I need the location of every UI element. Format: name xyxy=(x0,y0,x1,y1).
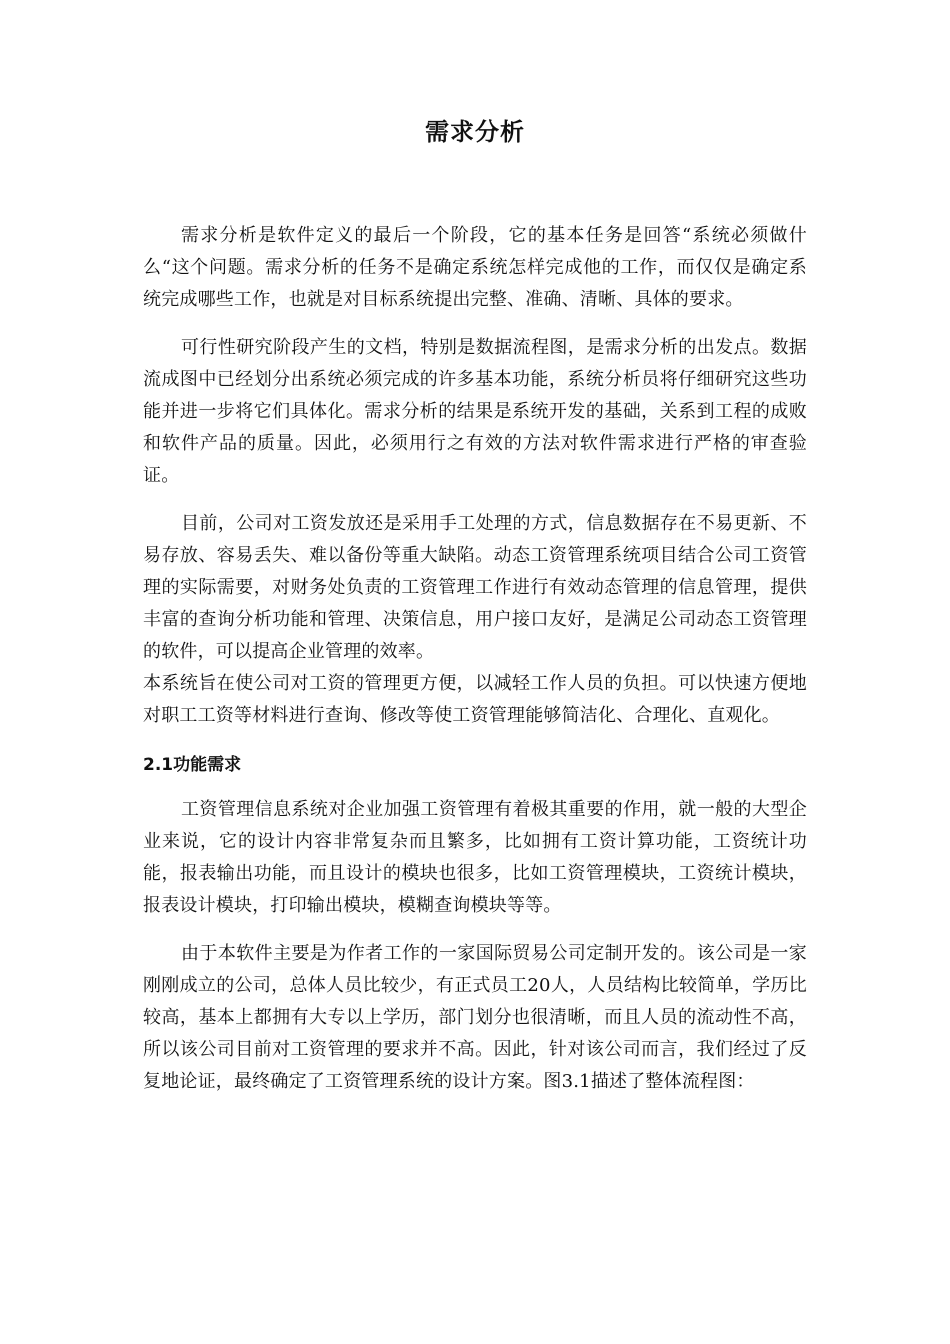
paragraph-feasibility: 可行性研究阶段产生的文档，特别是数据流程图，是需求分析的出发点。数据流成图中已经划分出系统必须完成的许多基本功能，系统分析员将仔细研究这些功能并进一步将它们具体化。需求分析的结果是系统开发的基础，关系到工程的成败和软件产品的质量。因此，必须用行之有效的方法对软件需求进行严格的审查验证。 xyxy=(143,337,807,486)
page-title: 需求分析 xyxy=(425,118,525,146)
paragraph-current-status: 目前，公司对工资发放还是采用手工处理的方式，信息数据存在不易更新、不易存放、容易丢失、难以备份等重大缺陷。动态工资管理系统项目结合公司工资管理的实际需要，对财务处负责的工资管理工作进行有效动态管理的信息管理，提供丰富的查询分析功能和管理、决策信息，用户接口友好，是满足公司动态工资管理的软件，可以提高企业管理的效率。 xyxy=(143,513,807,662)
section-heading-functional-requirements: 2.1功能需求 xyxy=(143,755,242,775)
paragraph-functional-overview: 工资管理信息系统对企业加强工资管理有着极其重要的作用，就一般的大型企业来说，它的设计内容非常复杂而且繁多，比如拥有工资计算功能，工资统计功能，报表输出功能，而且设计的模块也很多，比如工资管理模块，工资统计模块，报表设计模块，打印输出模块，模糊查询模块等等。 xyxy=(143,799,807,916)
paragraph-intro: 需求分析是软件定义的最后一个阶段，它的基本任务是回答“系统必须做什么“这个问题。需求分析的任务不是确定系统怎样完成他的工作，而仅仅是确定系统完成哪些工作，也就是对目标系统提出完整、准确、清晰、具体的要求。 xyxy=(143,225,807,310)
document-body xyxy=(143,220,807,1098)
paragraph-company-background: 由于本软件主要是为作者工作的一家国际贸易公司定制开发的。该公司是一家刚刚成立的公司，总体人员比较少，有正式员工20人，人员结构比较简单，学历比较高，基本上都拥有大专以上学历，部门划分也很清晰，而且人员的流动性不高，所以该公司目前对工资管理的要求并不高。因此，针对该公司而言，我们经过了反复地论证，最终确定了工资管理系统的设计方案。图3.1描述了整体流程图： xyxy=(143,943,807,1092)
paragraph-system-goal: 本系统旨在使公司对工资的管理更方便，以减轻工作人员的负担。可以快速方便地对职工工资等材料进行查询、修改等使工资管理能够简洁化、合理化、直观化。 xyxy=(143,673,807,726)
